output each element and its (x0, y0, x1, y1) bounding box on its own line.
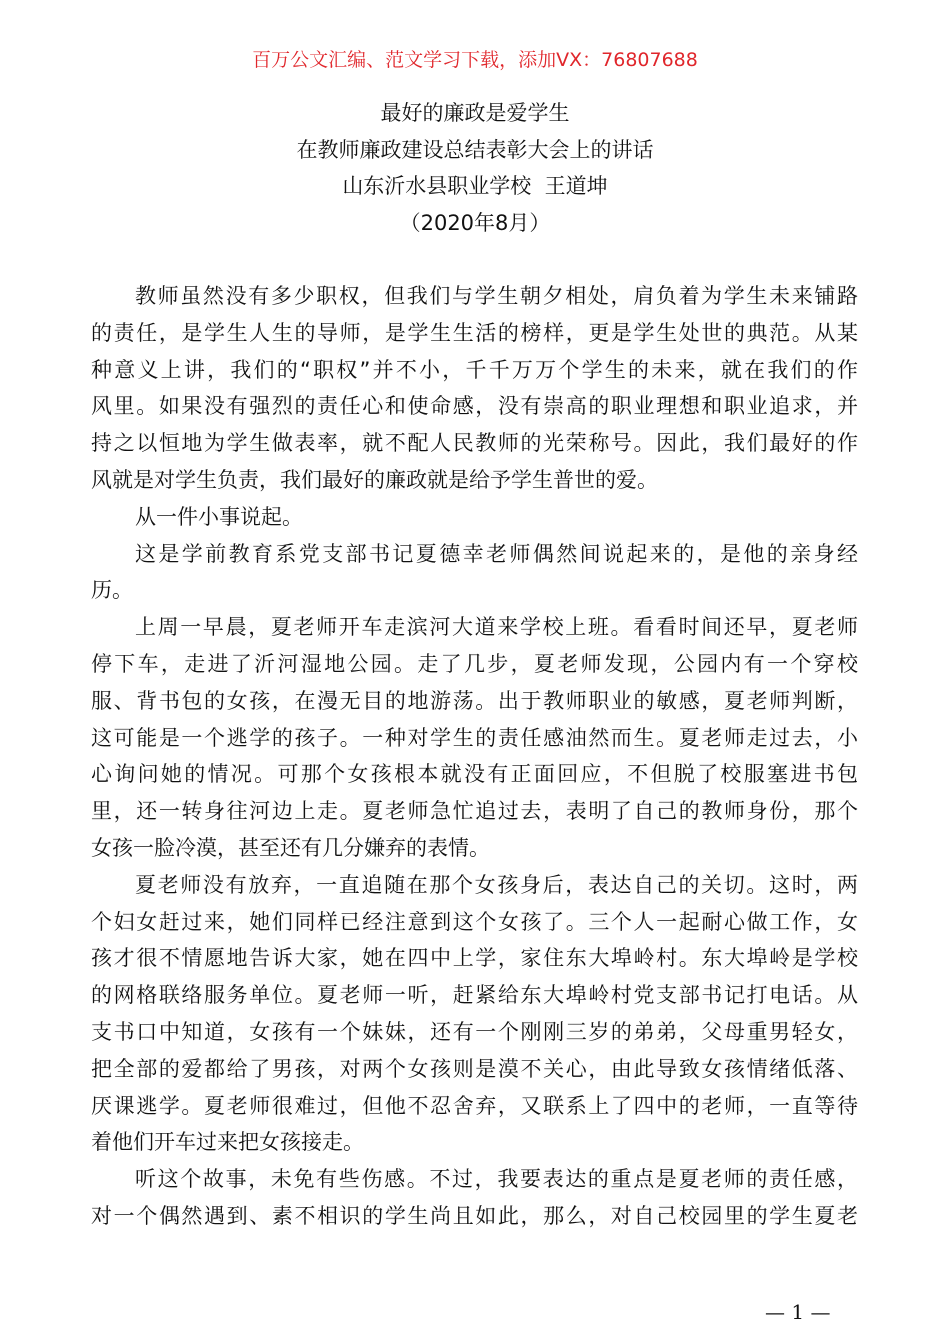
paragraph (91, 278, 858, 499)
paragraph (91, 1161, 858, 1235)
paragraph-line: 对一个偶然遇到、素不相识的学生尚且如此，那么，对自己校园里的学生夏老 (91, 1203, 858, 1228)
paragraph-line: 里，还一转身往河边上走。夏老师急忙追过去，表明了自己的教师身份，那个 (91, 799, 858, 824)
paragraph-line: 夏老师没有放弃，一直追随在那个女孩身后，表达自己的关切。这时，两 (135, 872, 858, 897)
paragraph-line: 这可能是一个逃学的孩子。一种对学生的责任感油然而生。夏老师走过去，小 (91, 725, 858, 750)
paragraph-line: 种意义上讲，我们的“职权”并不小，千千万万个学生的未来，就在我们的作 (91, 357, 858, 382)
paragraph-line: 厌课逃学。夏老师很难过，但他不忍舍弃，又联系上了四中的老师，一直等待 (91, 1093, 858, 1118)
paragraph-line: 这是学前教育系党支部书记夏德幸老师偶然间说起来的，是他的亲身经 (135, 541, 858, 566)
paragraph-line: 停下车，走进了沂河湿地公园。走了几步，夏老师发现，公园内有一个穿校 (91, 651, 858, 676)
paragraph-line: 的责任，是学生人生的导师，是学生生活的榜样，更是学生处世的典范。从某 (91, 320, 858, 345)
document-subtitle: 在教师廉政建设总结表彰大会上的讲话 (296, 137, 654, 162)
document-title: 最好的廉政是爱学生 (380, 101, 570, 125)
paragraph-line: 历。 (91, 578, 133, 603)
paragraph (91, 867, 858, 1161)
page-number: — 1 — (765, 1300, 831, 1324)
paragraph-line: 教师虽然没有多少职权，但我们与学生朝夕相处，肩负着为学生未来铺路 (135, 284, 858, 308)
paragraph (91, 499, 858, 536)
paragraph-line: 听这个故事，未免有些伤感。不过，我要表达的重点是夏老师的责任感， (135, 1167, 858, 1192)
paragraph-line: 女孩一脸冷漠，甚至还有几分嫌弃的表情。 (91, 835, 490, 860)
paragraph-line: 风就是对学生负责，我们最好的廉政就是给予学生普世的爱。 (91, 467, 658, 492)
paragraph (91, 609, 858, 867)
paragraph-line: 从一件小事说起。 (135, 504, 303, 529)
title-block (0, 95, 950, 241)
paragraph-line: 支书口中知道，女孩有一个妹妹，还有一个刚刚三岁的弟弟，父母重男轻女， (91, 1019, 858, 1044)
document-author: 山东沂水县职业学校 王道坤 (342, 174, 608, 198)
paragraph-line: 个妇女赶过来，她们同样已经注意到这个女孩了。三个人一起耐心做工作，女 (91, 909, 858, 934)
paragraph-line: 风里。如果没有强烈的责任心和使命感，没有崇高的职业理想和职业追求，并 (91, 394, 858, 419)
paragraph-line: 持之以恒地为学生做表率，就不配人民教师的光荣称号。因此，我们最好的作 (91, 431, 858, 456)
paragraph-line: 上周一早晨，夏老师开车走滨河大道来学校上班。看看时间还早，夏老师 (135, 615, 858, 640)
download-notice: 百万公文汇编、范文学习下载，添加VX：76807688 (252, 49, 698, 71)
paragraph-line: 服、背书包的女孩，在漫无目的地游荡。出于教师职业的敏感，夏老师判断， (91, 688, 858, 713)
paragraph (91, 536, 858, 610)
document-date: （2020年8月） (399, 210, 551, 235)
paragraph-line: 的网格联络服务单位。夏老师一听，赶紧给东大埠岭村党支部书记打电话。从 (91, 983, 858, 1008)
paragraph-line: 心询问她的情况。可那个女孩根本就没有正面回应，不但脱了校服塞进书包 (91, 762, 858, 787)
document-body (91, 278, 858, 1235)
paragraph-line: 孩才很不情愿地告诉大家，她在四中上学，家住东大埠岭村。东大埠岭是学校 (91, 946, 858, 971)
paragraph-line: 把全部的爱都给了男孩，对两个女孩则是漠不关心，由此导致女孩情绪低落、 (91, 1056, 858, 1081)
paragraph-line: 着他们开车过来把女孩接走。 (91, 1130, 364, 1155)
